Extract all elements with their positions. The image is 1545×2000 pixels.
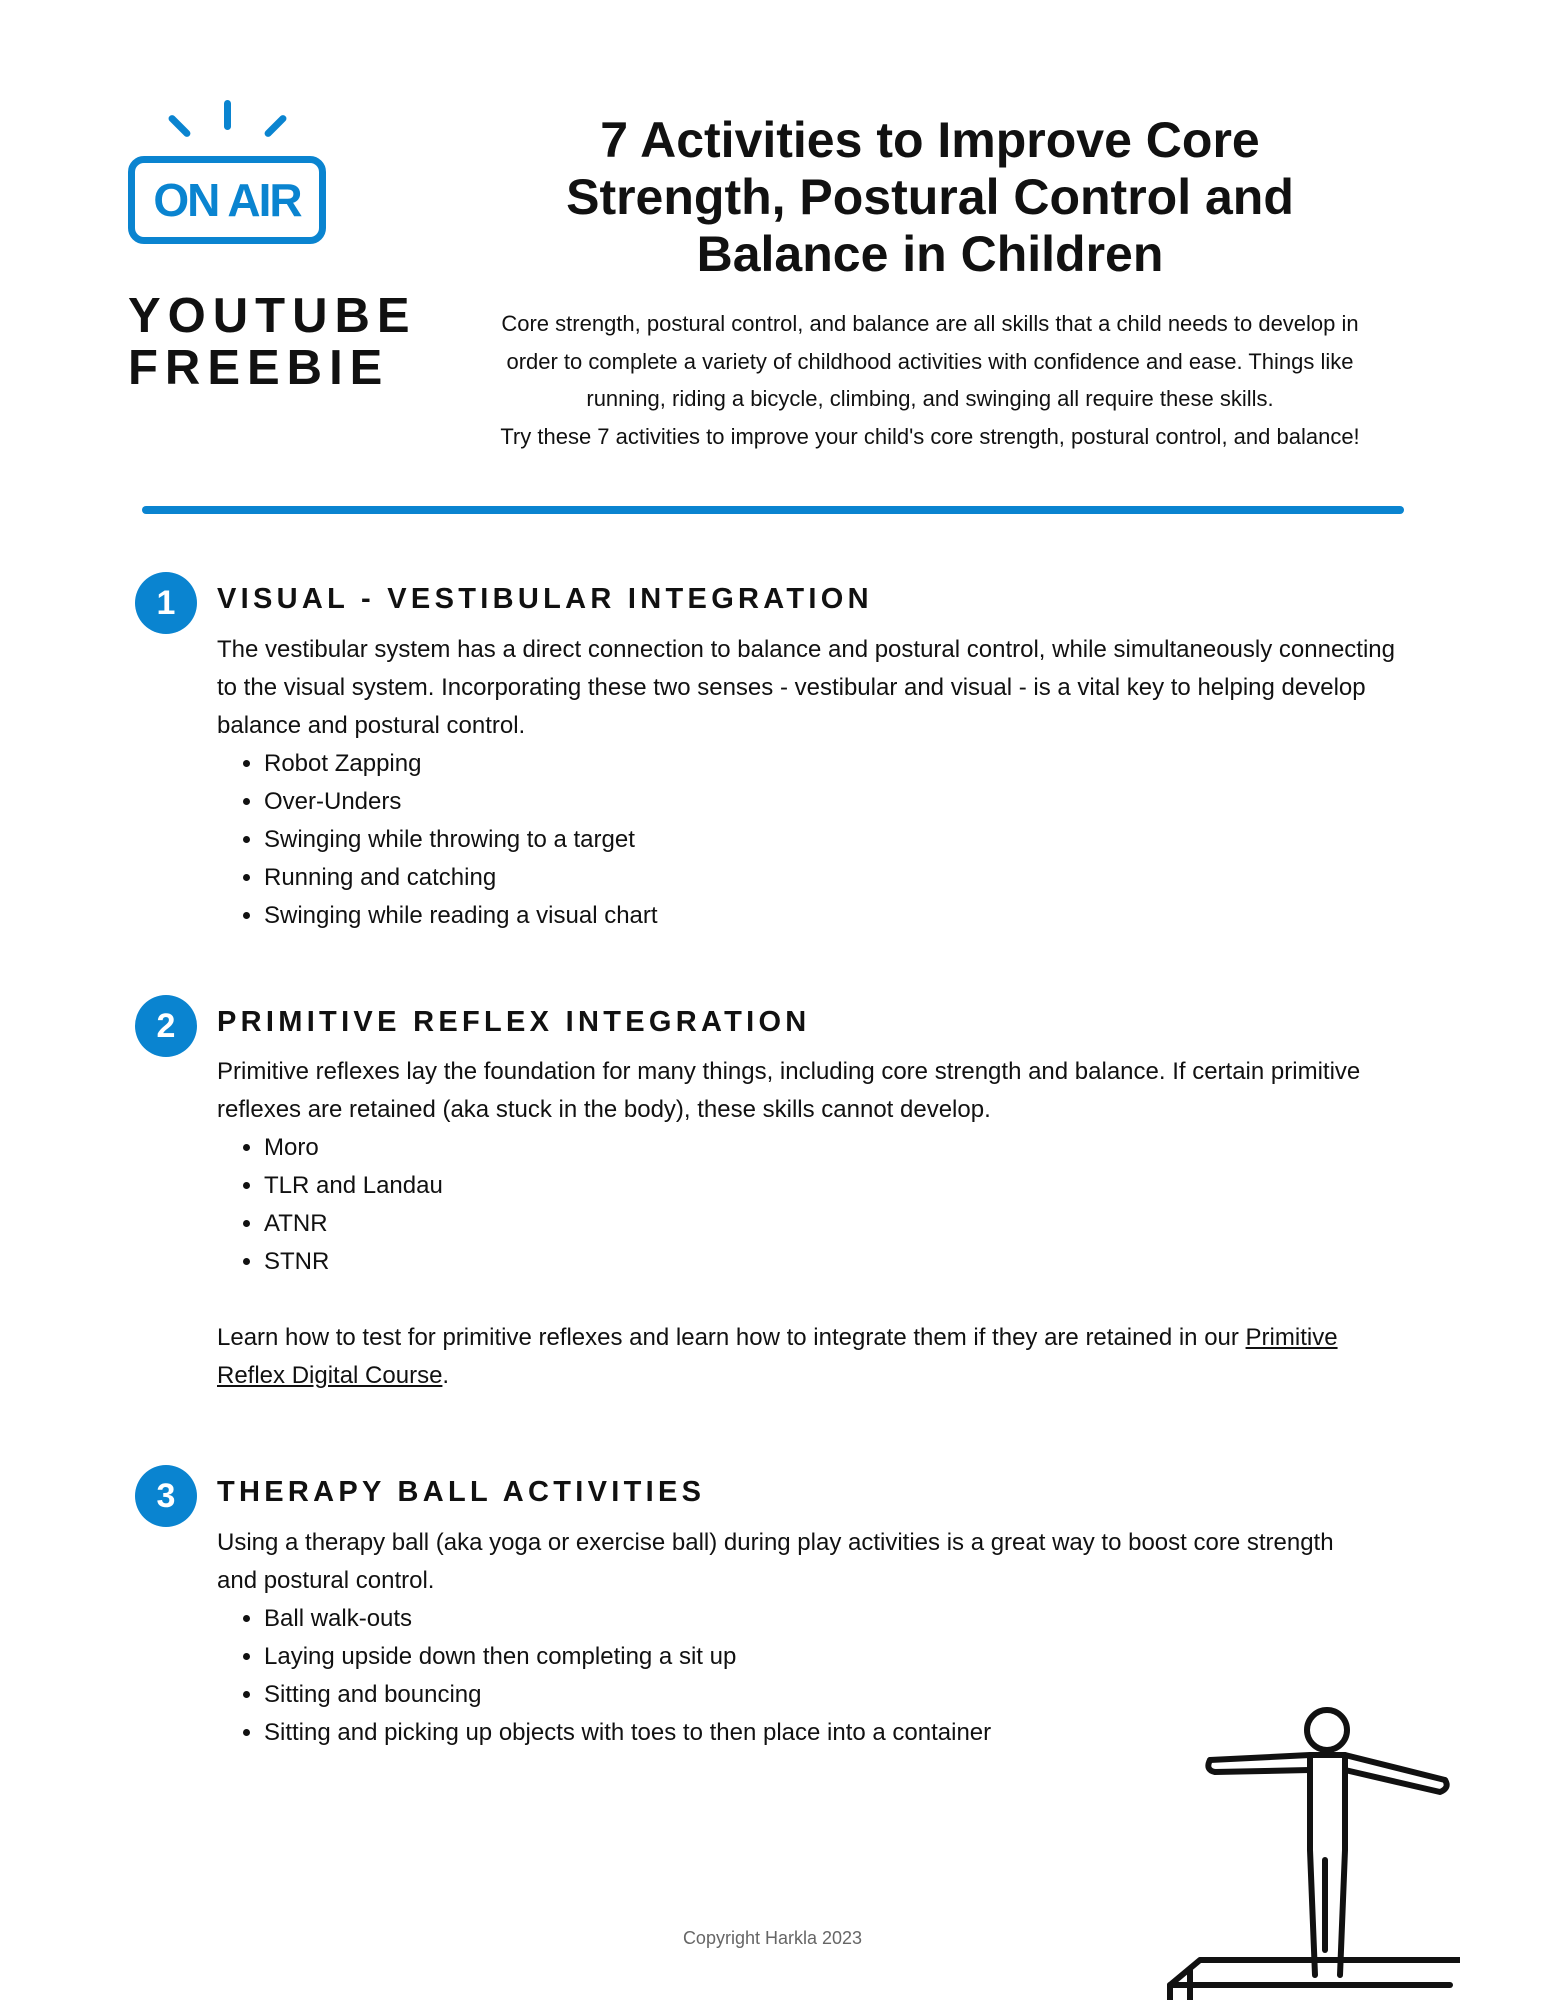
youtube-freebie-label: YOUTUBE FREEBIE bbox=[128, 289, 417, 395]
section-1-list bbox=[217, 745, 658, 935]
list-item: • Swinging while throwing to a target bbox=[264, 821, 658, 859]
section-number-3: 3 bbox=[135, 1465, 197, 1527]
section-title-primitive-reflex: PRIMITIVE REFLEX INTEGRATION bbox=[217, 1006, 811, 1038]
divider bbox=[142, 506, 1404, 514]
section-2-list bbox=[217, 1129, 443, 1281]
list-item: • TLR and Landau bbox=[264, 1167, 443, 1205]
list-item: • Moro bbox=[264, 1129, 443, 1167]
section-1-text: The vestibular system has a direct connection to balance and postural control, while simultaneously connecting to the visual system. Incorporating these two senses - vestibular and visual - is a vital key to helping develop balance and postural control. bbox=[217, 636, 1395, 739]
section-number-1: 1 bbox=[135, 572, 197, 634]
on-air-sign-icon bbox=[128, 100, 340, 260]
list-item: • Laying upside down then completing a sit up bbox=[264, 1638, 991, 1676]
section-3-list bbox=[217, 1600, 991, 1752]
section-number-2: 2 bbox=[135, 995, 197, 1057]
section-title-visual-vestibular: VISUAL - VESTIBULAR INTEGRATION bbox=[217, 583, 873, 615]
on-air-text: ON AIR bbox=[153, 174, 301, 226]
section-title-therapy-ball: THERAPY BALL ACTIVITIES bbox=[217, 1476, 706, 1508]
list-item: • STNR bbox=[264, 1243, 443, 1281]
section-2-note: Learn how to test for primitive reflexes and learn how to integrate them if they are retained in our Primitive Reflex Digital Course. bbox=[217, 1324, 1338, 1389]
list-item: • Over-Unders bbox=[264, 783, 658, 821]
balance-beam-figure-icon bbox=[1160, 1700, 1460, 2000]
list-item: • Robot Zapping bbox=[264, 745, 658, 783]
list-item: • Running and catching bbox=[264, 859, 658, 897]
copyright-text: Copyright Harkla 2023 bbox=[682, 1928, 863, 1948]
section-2-text: Primitive reflexes lay the foundation for many things, including core strength and balance. If certain primitive reflexes are retained (aka stuck in the body), these skills cannot develop. bbox=[217, 1058, 1361, 1123]
primitive-reflex-course-link[interactable]: Primitive bbox=[1245, 1324, 1338, 1351]
section-3-text: Using a therapy ball (aka yoga or exercise ball) during play activities is a great way to boost core strength and postural control. bbox=[217, 1529, 1334, 1594]
intro-text: Core strength, postural control, and balance are all skills that a child needs to develop in order to complete a variety of childhood activities with confidence and ease. Things like running, riding a bicycle, climbing, and swinging all require these skills. Try these 7 activities to improve your child's core strength, postural control, and balance! bbox=[500, 311, 1360, 449]
list-item: • Sitting and bouncing bbox=[264, 1676, 991, 1714]
list-item: • Swinging while reading a visual chart bbox=[264, 897, 658, 935]
page-title: 7 Activities to Improve Core Strength, Postural Control and Balance in Children bbox=[566, 112, 1294, 282]
primitive-reflex-course-link-cont[interactable]: Reflex Digital Course bbox=[217, 1362, 443, 1389]
list-item: • Ball walk-outs bbox=[264, 1600, 991, 1638]
list-item: • Sitting and picking up objects with toes to then place into a container bbox=[264, 1714, 991, 1752]
list-item: • ATNR bbox=[264, 1205, 443, 1243]
